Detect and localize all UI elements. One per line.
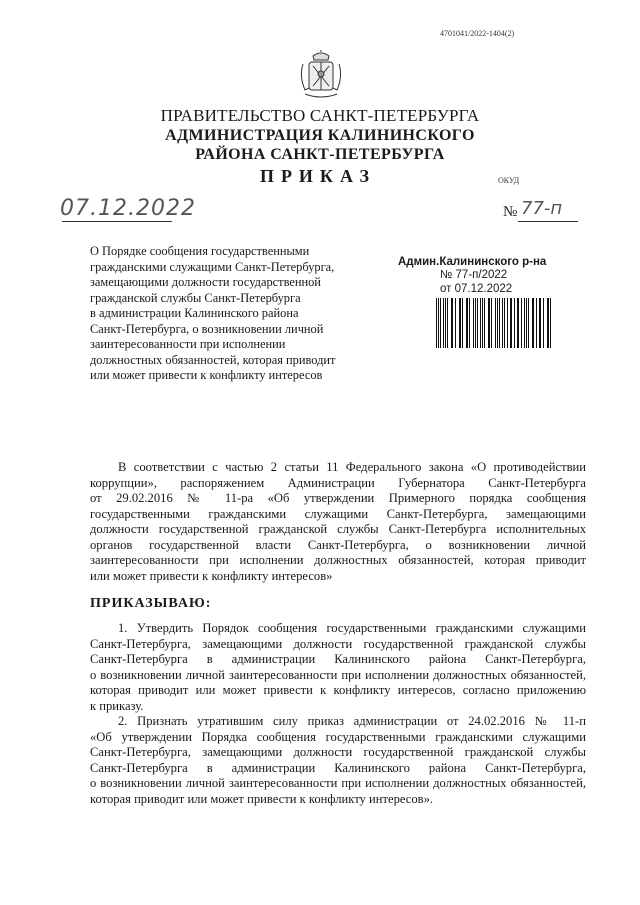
item-line: Санкт-Петербурга, замещающими должности государственной гражданской службы xyxy=(90,636,586,651)
handwritten-order-number: 77-п xyxy=(521,198,563,219)
order-item-2 xyxy=(90,714,586,807)
barcode-bar xyxy=(491,298,492,348)
barcode-bar xyxy=(436,298,437,348)
barcode-bar xyxy=(443,298,444,348)
item-line: которая приводит или может привести к конфликту интересов, согласно приложению xyxy=(90,683,586,697)
barcode-bar xyxy=(462,298,463,348)
administration-title-line2: РАЙОНА САНКТ-ПЕТЕРБУРГА xyxy=(195,146,445,163)
barcode-bar xyxy=(469,298,470,348)
subject-line: О Порядке сообщения государственными xyxy=(90,244,310,258)
barcode-bar xyxy=(451,298,452,348)
item-line: о возникновении личной заинтересованности при исполнении должностных обязанностей, xyxy=(90,776,586,790)
preamble-line: коррупции», распоряжением Администрации Губернатора Санкт-Петербурга xyxy=(90,475,586,490)
document-registration-number: 4701041/2022-1404(2) xyxy=(440,29,515,38)
item-line: Санкт-Петербурга в администрации Калининского района Санкт-Петербурга, xyxy=(90,760,586,775)
barcode xyxy=(436,298,554,348)
item-line: о возникновении личной заинтересованности при исполнении должностных обязанностей, xyxy=(90,667,586,682)
item-line: к приказу. xyxy=(90,698,144,713)
barcode-bar xyxy=(477,298,478,348)
government-title: ПРАВИТЕЛЬСТВО САНКТ-ПЕТЕРБУРГА xyxy=(160,106,480,125)
preamble-paragraph xyxy=(90,460,586,584)
registration-stamp xyxy=(398,256,558,348)
barcode-bar xyxy=(499,298,500,348)
order-directive-word: ПРИКАЗЫВАЮ: xyxy=(90,596,212,611)
item-line: 1. Утвердить Порядок сообщения государственными гражданскими служащими xyxy=(118,621,586,635)
order-item-1 xyxy=(90,621,586,714)
preamble-line: заинтересованности при исполнении должностных обязанностей, которая приводит xyxy=(90,553,586,567)
item-line: 2. Признать утратившим силу приказ администрации от 24.02.2016 № 11-п xyxy=(118,714,586,728)
barcode-bar xyxy=(504,298,505,348)
barcode-bar xyxy=(484,298,485,348)
barcode-bar xyxy=(543,298,544,348)
preamble-line: или может привести к конфликту интересов» xyxy=(90,568,333,583)
handwritten-date: 07.12.2022 xyxy=(60,196,196,221)
subject-line: заинтересованности при исполнении xyxy=(90,337,286,351)
preamble-line: В соответствии с частью 2 статьи 11 Федерального закона «О противодействии xyxy=(118,460,586,474)
subject-line: в администрации Калининского района xyxy=(90,306,299,320)
barcode-bar xyxy=(550,298,551,348)
barcode-bar xyxy=(455,298,456,348)
subject-line: должностных обязанностей, которая приводит xyxy=(90,352,336,367)
preamble-line: органов государственной власти Санкт-Петербурга, о возникновении личной xyxy=(90,537,586,552)
subject-line: замещающими должности государственной xyxy=(90,275,321,289)
barcode-bar xyxy=(518,298,519,348)
barcode-bar xyxy=(510,298,511,348)
subject-line: или может привести к конфликту интересов xyxy=(90,368,323,382)
barcode-bar xyxy=(447,298,448,348)
stamp-office: Админ.Калининского р-на xyxy=(398,256,547,268)
administration-title-line1: АДМИНИСТРАЦИЯ КАЛИНИНСКОГО xyxy=(165,127,475,144)
item-line: «Об утверждении Порядка сообщения государственными гражданскими служащими xyxy=(90,729,586,744)
stamp-number: № 77-п/2022 xyxy=(440,269,508,281)
barcode-bar xyxy=(488,298,489,348)
barcode-bar xyxy=(526,298,527,348)
item-line: Санкт-Петербурга, замещающими должности государственной гражданской службы xyxy=(90,745,586,759)
number-underline xyxy=(518,221,578,222)
preamble-line: государственными гражданскими служащими Санкт-Петербурга, замещающими xyxy=(90,506,586,521)
number-label: № xyxy=(503,204,518,220)
spb-coat-of-arms-icon xyxy=(295,50,347,102)
barcode-bar xyxy=(540,298,541,348)
subject-line: Санкт-Петербурга, о возникновении личной xyxy=(90,321,324,336)
item-line: которая приводит или может привести к конфликту интересов». xyxy=(90,791,434,806)
document-type-title: ПРИКАЗ xyxy=(259,166,377,186)
barcode-bar xyxy=(473,298,474,348)
subject-line: гражданской службы Санкт-Петербурга xyxy=(90,290,301,305)
okud-label: ОКУД xyxy=(498,176,520,185)
stamp-date: от 07.12.2022 xyxy=(440,283,513,295)
order-subject xyxy=(90,244,360,384)
subject-line: гражданскими служащими Санкт-Петербурга, xyxy=(90,259,335,274)
date-underline xyxy=(62,221,172,222)
preamble-line: от 29.02.2016 № 11-ра «Об утверждении Примерного порядка сообщения xyxy=(90,491,586,505)
barcode-bar xyxy=(536,298,537,348)
item-line: Санкт-Петербурга в администрации Калининского района Санкт-Петербурга, xyxy=(90,652,586,666)
barcode-bar xyxy=(517,298,518,348)
preamble-line: должности государственной гражданской службы Санкт-Петербурга исполнительных xyxy=(90,522,586,536)
barcode-bar xyxy=(528,298,529,348)
